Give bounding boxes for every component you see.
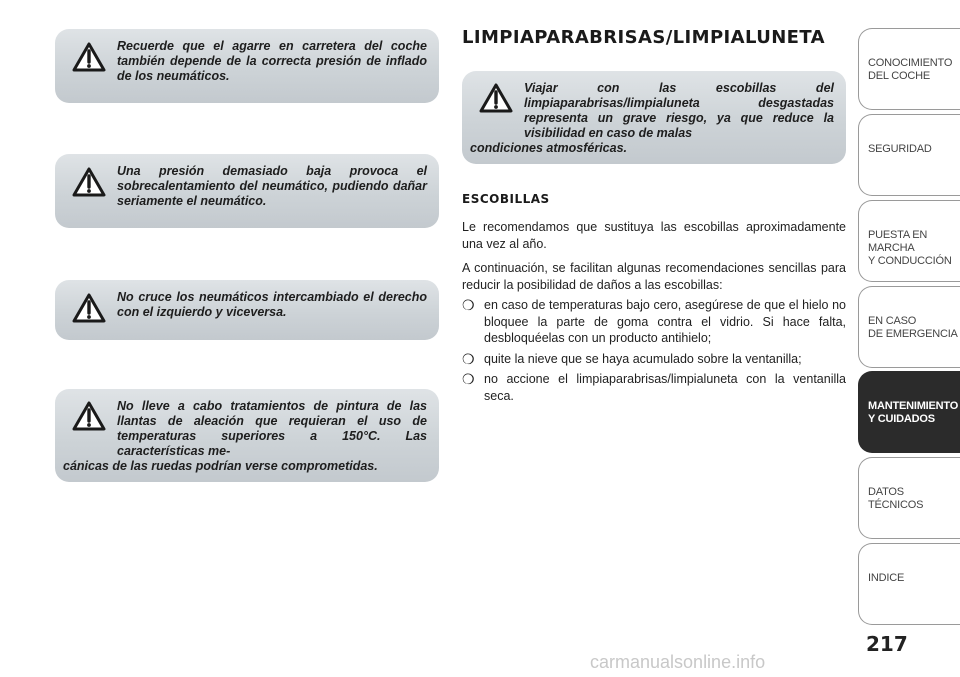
list-item: ❍ no accione el limpiaparabrisas/limpialuneta con la ventanilla seca. — [462, 371, 846, 403]
warning-triangle-icon — [72, 401, 106, 431]
tab-datos-tecnicos[interactable]: DATOS TÉCNICOS — [858, 457, 960, 539]
tab-conocimiento-del-coche[interactable]: CONOCIMIENTO DEL COCHE — [858, 28, 960, 110]
warning-text: Recuerde que el agarre en carretera del coche también depende de la correcta presión de inflado de los neumáticos. — [117, 39, 427, 83]
tab-seguridad[interactable]: SEGURIDAD — [858, 114, 960, 196]
tab-puesta-en-marcha[interactable]: PUESTA EN MARCHA Y CONDUCCIÓN — [858, 200, 960, 282]
warning-box-paint-treatment — [55, 389, 439, 482]
subheading: ESCOBILLAS — [462, 192, 550, 206]
section-title: LIMPIAPARABRISAS/LIMPIALUNETA — [462, 27, 825, 48]
warning-text: No lleve a cabo tratamientos de pintura de las llantas de aleación que requieran el uso de temperaturas superiores a 150°C. Las características me- — [117, 399, 427, 458]
tab-mantenimiento-y-cuidados[interactable]: MANTENIMIENTO Y CUIDADOS — [858, 371, 960, 453]
page-number: 217 — [866, 632, 908, 656]
warning-triangle-icon — [72, 42, 106, 72]
watermark: carmanualsonline.info — [590, 652, 766, 672]
recommendation-list — [462, 297, 846, 408]
warning-box-swap-tyres — [55, 280, 439, 340]
warning-triangle-icon — [72, 167, 106, 197]
list-item: ❍ quite la nieve que se haya acumulado sobre la ventanilla; — [462, 350, 802, 367]
warning-text: Viajar con las escobillas del limpiaparabrisas/limpialuneta desgastadas representa un grave riesgo, ya que reduce la visibilidad en caso de malas — [524, 81, 834, 140]
paragraph: A continuación, se facilitan algunas recomendaciones sencillas para reducir la posibilidad de daños a las escobillas: — [462, 261, 846, 292]
circle-bullet-icon: ❍ — [462, 350, 475, 367]
paragraph: Le recomendamos que sustituya las escobillas aproximadamente una vez al año. — [462, 220, 846, 251]
warning-box-worn-wipers — [462, 71, 846, 164]
circle-bullet-icon: ❍ — [462, 297, 475, 313]
warning-text: No cruce los neumáticos intercambiado el derecho con el izquierdo y viceversa. — [117, 290, 427, 319]
warning-box-low-pressure — [55, 154, 439, 228]
tab-indice[interactable]: INDICE — [858, 543, 960, 625]
list-item: ❍ en caso de temperaturas bajo cero, asegúrese de que el hielo no bloquee la parte de goma contra el vidrio. Si hace falta, desbloquéelas con un producto antihielo; — [462, 297, 846, 345]
warning-triangle-icon — [72, 293, 106, 323]
warning-box-grip — [55, 29, 439, 103]
circle-bullet-icon: ❍ — [462, 371, 475, 387]
warning-triangle-icon — [479, 83, 513, 113]
tab-en-caso-de-emergencia[interactable]: EN CASO DE EMERGENCIA — [858, 286, 960, 368]
warning-text-last-line: cánicas de las ruedas podrían verse comprometidas. — [63, 459, 378, 473]
warning-text-last-line: condiciones atmosféricas. — [470, 141, 628, 155]
warning-text: Una presión demasiado baja provoca el sobrecalentamiento del neumático, pudiendo dañar seriamente el neumático. — [117, 164, 427, 208]
